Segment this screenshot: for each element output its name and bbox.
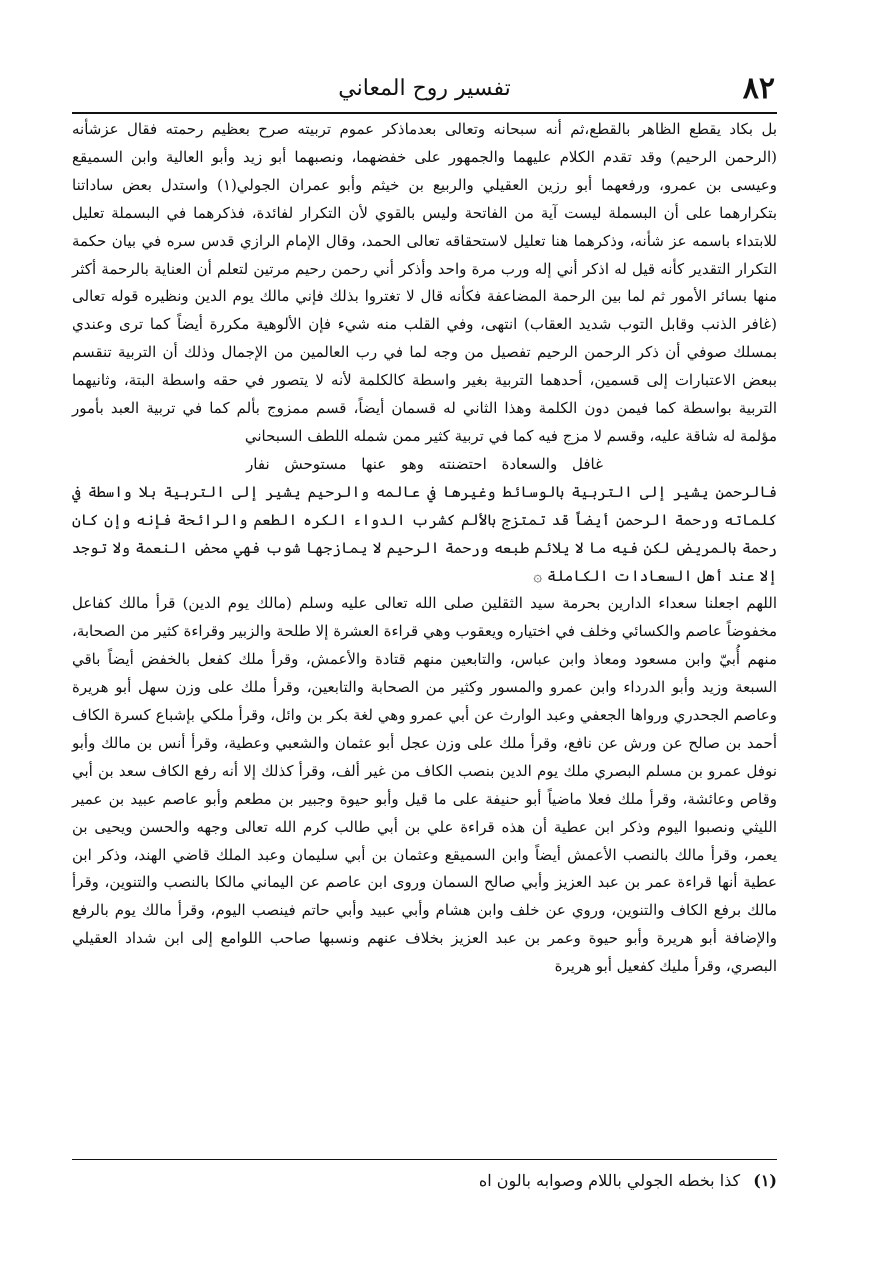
paragraph-1: بل بكاد يقطع الظاهر بالقطع،ثم أنه سبحانه وتعالى بعدماذكر عموم تربيته صرح بعظيم رحمته فقال عزشأنه (الرحمن الرحيم) وقد تقدم الكلام عليهما والجمهور على خفضهما، ونصبهما أبو زيد وأبو العالية وابن السميقع وعيسى بن عمرو، ورفعهما أبو رزين العقيلي والربيع بن خيثم وأبو عمران الجولي(١) واستدل بعض ساداتنا بتكرارهما على أن البسملة ليست آية من الفاتحة وليس بالقوي لأن التكرار لفائدة، فذكرهما في البسملة تعليل للابتداء باسمه عز شأنه، وذكرهما هنا تعليل لاستحقاقه تعالى الحمد، وقال الإمام الرازي قدس سره في بيان حكمة التكرار التقدير كأنه قيل له اذكر أني إله ورب مرة واحد وأذكر أني رحمن رحيم مرتين لتعلم أن العناية بالرحمة أكثر منها بسائر الأمور ثم لما بين الرحمة المضاعفة فكأنه قال لا تغتروا بذلك فإني مالك يوم الدين ونظيره قوله تعالى (غافر الذنب وقابل التوب شديد العقاب) انتهى، وفي القلب منه شيء فإن الألوهية مكررة أيضاً كما ترى وعندي بمسلك صوفي أن ذكر الرحمن الرحيم تفصيل من وجه لما في رب العالمين من الإجمال وذلك أن التربية تنقسم ببعض الاعتبارات إلى قسمين، أحدهما التربية بغير واسطة كالكلمة لأنه لا يتصور في حقه واسطة البتة، وثانيهما التربية بواسطة كما فيمن دون الكلمة وهذا الثاني له قسمان أيضاً، قسم ممزوج بألم كما في تربية العبد بأمور مؤلمة له شاقة عليه، وقسم لا مزج فيه كما في تربية كثير ممن شمله اللطف السبحاني [72,120,778,445]
poetry-verse: غافل والسعادة احتضنته وهو عنها مستوحش نفار [246,454,603,473]
page-number: ٨٢ [742,71,775,106]
main-text [72,116,777,981]
paragraph-2: فالرحمن يشير إلى التربية بالوسائط وغيرها في عالمه والرحيم يشير إلى التربية بلا واسطة في كلماته ورحمة الرحمن أيضاً قد تمتزج بالألم كشرب الدواء الكره الطعم والرائحة فإنه وإن كان رحمة بالمريض لكن فيه ما لا يلائم طبعه ورحمة الرحيم لا يمازجها شوب فهي محض النعمة ولا توجد إلا عند أهل السعادات الكاملة ۞ [72,482,777,585]
page-header [72,66,777,114]
paragraph-3: اللهم اجعلنا سعداء الدارين بحرمة سيد الثقلين صلى الله تعالى عليه وسلم (مالك يوم الدين) قرأ مالك كفاعل مخفوضاً عاصم والكسائي وخلف في اختياره ويعقوب وهي قراءة العشرة إلا طلحة والزبير وقراءة كثير من الصحابة، منهم أُبيّ وابن مسعود ومعاذ وابن عباس، والتابعين منهم قتادة والأعمش، وقرأ ملك كفعل بالخفض أيضاً باقي السبعة وزيد وأبو الدرداء وابن عمرو والمسور وكثير من الصحابة والتابعين، وقرأ ملك على وزن سهل أبو هريرة وعاصم الجحدري ورواها الجعفي وعبد الوارث عن أبي عمرو وهي لغة بكر بن وائل، وقرأ ملكي بإشباع كسرة الكاف أحمد بن صالح عن ورش عن نافع، وقرأ ملك على وزن عجل أبو عثمان والشعبي وعطية، وقرأ أنس بن مالك وأبو نوفل عمرو بن مسلم البصري ملك يوم الدين بنصب الكاف من غير ألف، وقرأ كذلك إلا أنه رفع الكاف سعد بن أبي وقاص وعائشة، وقرأ ملك فعلا ماضياً أبو حنيفة على ما قيل وأبو حيوة وجبير بن مطعم وأبو عاصم عبيد بن عمير الليثي ونصبوا اليوم وذكر ابن عطية أن هذه قراءة علي بن أبي طالب كرم الله تعالى وجهه والحسن ويحيى بن يعمر، وقرأ مالك بالنصب الأعمش أيضاً وابن السميقع وعثمان بن أبي سليمان وعبد الملك قاضي الهند، وذكر ابن عطية أنها قراءة عمر بن عبد العزيز وأبي صالح السمان وروى ابن عاصم عن اليماني مالكا بالنصب والتنوين، وقرأ مالك برفع الكاف والتنوين، وروي عن خلف وابن هشام وأبي عبيد وأبي حاتم فينصب اليوم، وقرأ مالك يوم بالرفع والإضافة أبو هريرة وأبو حيوة وعمر بن عبد العزيز بخلاف عنهم ونسبها صاحب اللوامع إلى ابن شداد العقيلي البصري، وقرأ مليك كفعيل أبو هريرة [72,594,777,976]
running-title: تفسير روح المعاني [338,76,511,101]
footnote-mark: (١) [753,1171,777,1190]
page [72,66,777,1211]
footnote [72,1167,777,1195]
footnote-text: كذا بخطه الجولي باللام وصوابه بالون اه [478,1171,741,1190]
footnote-divider [72,1159,777,1160]
